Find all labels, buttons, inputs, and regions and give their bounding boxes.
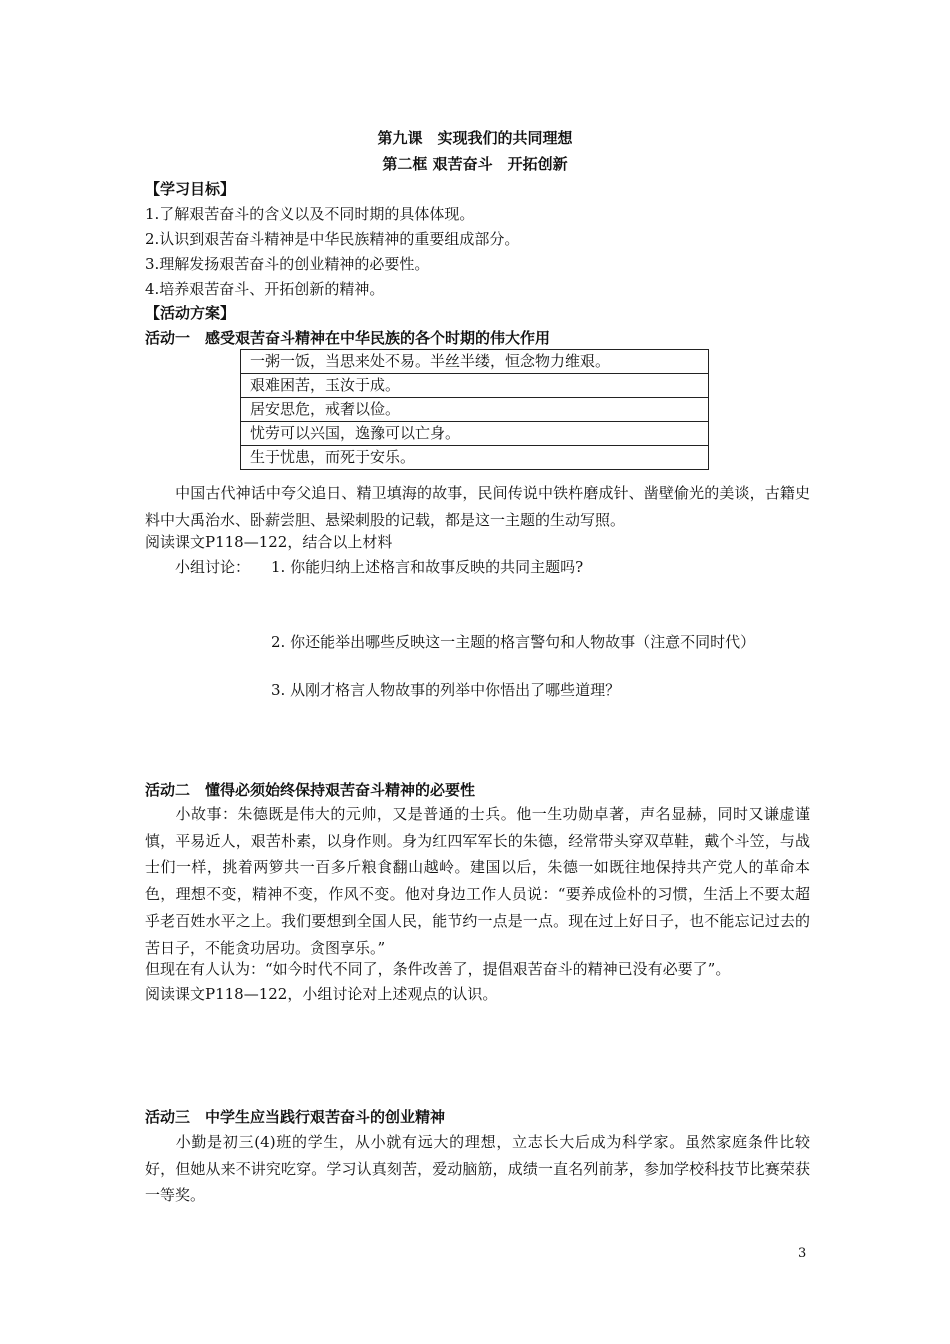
activity3-heading: 活动三 中学生应当践行艰苦奋斗的创业精神 bbox=[145, 1108, 446, 1126]
table-row bbox=[241, 446, 709, 470]
quote-cell: 居安思危，戒奢以俭。 bbox=[241, 398, 709, 422]
quote-cell: 一粥一饭，当思来处不易。半丝半缕，恒念物力维艰。 bbox=[241, 350, 709, 374]
table-row bbox=[241, 350, 709, 374]
page-number: 3 bbox=[798, 1246, 807, 1261]
discussion-question: 2. 你还能举出哪些反映这一主题的格言警句和人物故事（注意不同时代） bbox=[271, 633, 756, 651]
activity1-paragraph-text: 中国古代神话中夸父追日、精卫填海的故事，民间传说中铁杵磨成针、凿壁偷光的美谈，古籍史料中大禹治水、卧薪尝胆、悬梁刺股的记载，都是这一主题的生动写照。 bbox=[145, 484, 810, 529]
quote-cell: 忧劳可以兴国，逸豫可以亡身。 bbox=[241, 422, 709, 446]
lesson-title: 第九课 实现我们的共同理想 bbox=[377, 129, 573, 147]
table-row bbox=[241, 374, 709, 398]
discussion-label: 小组讨论： bbox=[175, 558, 251, 576]
quotes-table bbox=[240, 349, 709, 470]
activity1-reading: 阅读课文P118—122，结合以上材料 bbox=[145, 533, 393, 551]
activity2-heading: 活动二 懂得必须始终保持艰苦奋斗精神的必要性 bbox=[145, 781, 476, 799]
discussion-question: 1. 你能归纳上述格言和故事反映的共同主题吗? bbox=[271, 558, 584, 576]
activity2-story bbox=[145, 801, 810, 961]
activity1-paragraph bbox=[145, 480, 810, 533]
quote-cell: 生于忧患，而死于安乐。 bbox=[241, 446, 709, 470]
objective-item: 2.认识到艰苦奋斗精神是中华民族精神的重要组成部分。 bbox=[145, 230, 520, 248]
activity3-story-text: 小勤是初三(4)班的学生，从小就有远大的理想，立志长大后成为科学家。虽然家庭条件比较好，但她从来不讲究吃穿。学习认真刻苦，爱动脑筋，成绩一直名列前茅，参加学校科技节比赛荣获一等奖。 bbox=[145, 1133, 810, 1205]
plan-heading: 【活动方案】 bbox=[145, 304, 236, 322]
objective-item: 4.培养艰苦奋斗、开拓创新的精神。 bbox=[145, 280, 385, 298]
discussion-question: 3. 从刚才格言人物故事的列举中你悟出了哪些道理？ bbox=[271, 681, 621, 699]
lesson-subtitle: 第二框 艰苦奋斗 开拓创新 bbox=[382, 155, 568, 173]
activity2-story-text: 小故事：朱德既是伟大的元帅，又是普通的士兵。他一生功勋卓著，声名显赫，同时又谦虚谨慎，平易近人，艰苦朴素，以身作则。身为红四军军长的朱德，经常带头穿双草鞋，戴个斗笠，与战士们一样，挑着两箩共一百多斤粮食翻山越岭。建国以后，朱德一如既往地保持共产党人的革命本色，理想不变，精神不变，作风不变。他对身边工作人员说：“要养成俭朴的习惯，生活上不要太超乎老百姓水平之上。我们要想到全国人民，能节约一点是一点。现在过上好日子，也不能忘记过去的苦日子，不能贪功居功。贪图享乐。” bbox=[145, 805, 810, 957]
activity2-opinion: 但现在有人认为：“如今时代不同了，条件改善了，提倡艰苦奋斗的精神已没有必要了”。 bbox=[145, 960, 731, 978]
objectives-heading: 【学习目标】 bbox=[145, 180, 236, 198]
table-row bbox=[241, 422, 709, 446]
activity2-task: 阅读课文P118—122，小组讨论对上述观点的认识。 bbox=[145, 985, 498, 1003]
quote-cell: 艰难困苦，玉汝于成。 bbox=[241, 374, 709, 398]
objective-item: 1.了解艰苦奋斗的含义以及不同时期的具体体现。 bbox=[145, 205, 475, 223]
table-row bbox=[241, 398, 709, 422]
activity3-story bbox=[145, 1129, 810, 1209]
activity1-heading: 活动一 感受艰苦奋斗精神在中华民族的各个时期的伟大作用 bbox=[145, 329, 551, 347]
objective-item: 3.理解发扬艰苦奋斗的创业精神的必要性。 bbox=[145, 255, 430, 273]
